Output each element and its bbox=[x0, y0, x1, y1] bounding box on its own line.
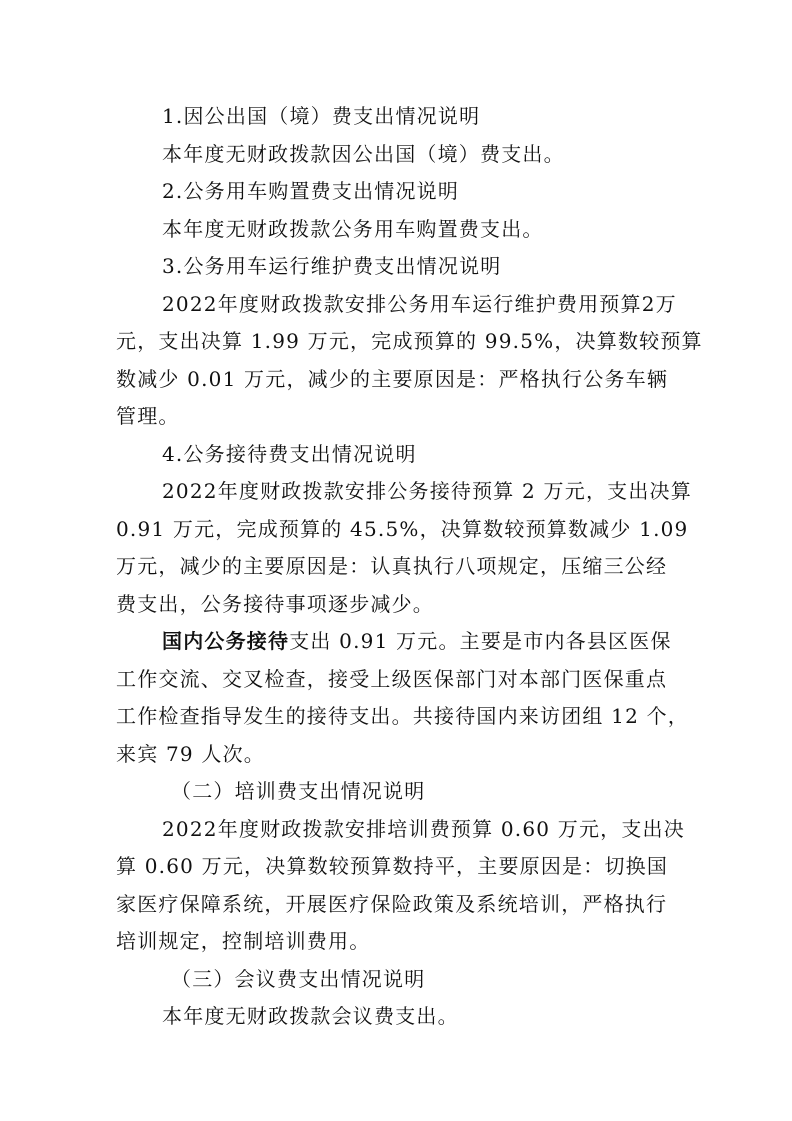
paragraph-reception-line: 0.91 万元，完成预算的 45.5%，决算数较预算数减少 1.09 bbox=[116, 516, 689, 541]
paragraph-vehicle-operation-line: 元，支出决算 1.99 万元，完成预算的 99.5%，决算数较预算 bbox=[116, 329, 703, 353]
section-heading-overseas: 1.因公出国（境）费支出情况说明 bbox=[162, 104, 481, 128]
paragraph-training-line: 培训规定，控制培训费用。 bbox=[116, 929, 371, 953]
paragraph-training-line: 算 0.60 万元，决算数较预算数持平，主要原因是：切换国 bbox=[116, 854, 669, 878]
domestic-reception-label: 国内公务接待 bbox=[162, 629, 290, 653]
paragraph-vehicle-operation-line: 数减少 0.01 万元，减少的主要原因是：严格执行公务车辆 bbox=[116, 366, 669, 391]
domestic-reception-text: 支出 0.91 万元。主要是市内各县区医保 bbox=[289, 629, 672, 653]
paragraph-reception-line: 费支出，公务接待事项逐步减少。 bbox=[116, 591, 434, 616]
section-heading-meeting: （三）会议费支出情况说明 bbox=[171, 966, 426, 991]
paragraph-vehicle-operation-line: 管理。 bbox=[116, 404, 180, 428]
paragraph-training-line: 2022年度财政拨款安排培训费预算 0.60 万元，支出决 bbox=[162, 816, 685, 841]
paragraph-reception-line: 万元，减少的主要原因是：认真执行八项规定，压缩三公经 bbox=[116, 554, 668, 578]
paragraph-training-line: 家医疗保障系统，开展医疗保险政策及系统培训，严格执行 bbox=[116, 891, 668, 916]
paragraph-reception-line: 2022年度财政拨款安排公务接待预算 2 万元，支出决算 bbox=[162, 479, 692, 503]
document-body bbox=[116, 98, 703, 1036]
paragraph-vehicle-purchase: 本年度无财政拨款公务用车购置费支出。 bbox=[162, 216, 544, 241]
paragraph-domestic-reception-line: 工作检查指导发生的接待支出。共接待国内来访团组 12 个， bbox=[116, 704, 689, 728]
section-heading-reception: 4.公务接待费支出情况说明 bbox=[162, 441, 417, 466]
section-heading-vehicle-operation: 3.公务用车运行维护费支出情况说明 bbox=[162, 254, 502, 278]
paragraph-vehicle-operation-line: 2022年度财政拨款安排公务用车运行维护费用预算2万 bbox=[162, 291, 677, 316]
section-heading-training: （二）培训费支出情况说明 bbox=[171, 779, 426, 803]
paragraph-meeting: 本年度无财政拨款会议费支出。 bbox=[162, 1004, 459, 1028]
paragraph-overseas: 本年度无财政拨款因公出国（境）费支出。 bbox=[162, 141, 565, 166]
paragraph-domestic-reception-line bbox=[116, 623, 676, 661]
paragraph-domestic-reception-line: 来宾 79 人次。 bbox=[116, 741, 265, 766]
section-heading-vehicle-purchase: 2.公务用车购置费支出情况说明 bbox=[162, 179, 460, 203]
paragraph-domestic-reception-line: 工作交流、交叉检查，接受上级医保部门对本部门医保重点 bbox=[116, 666, 668, 691]
